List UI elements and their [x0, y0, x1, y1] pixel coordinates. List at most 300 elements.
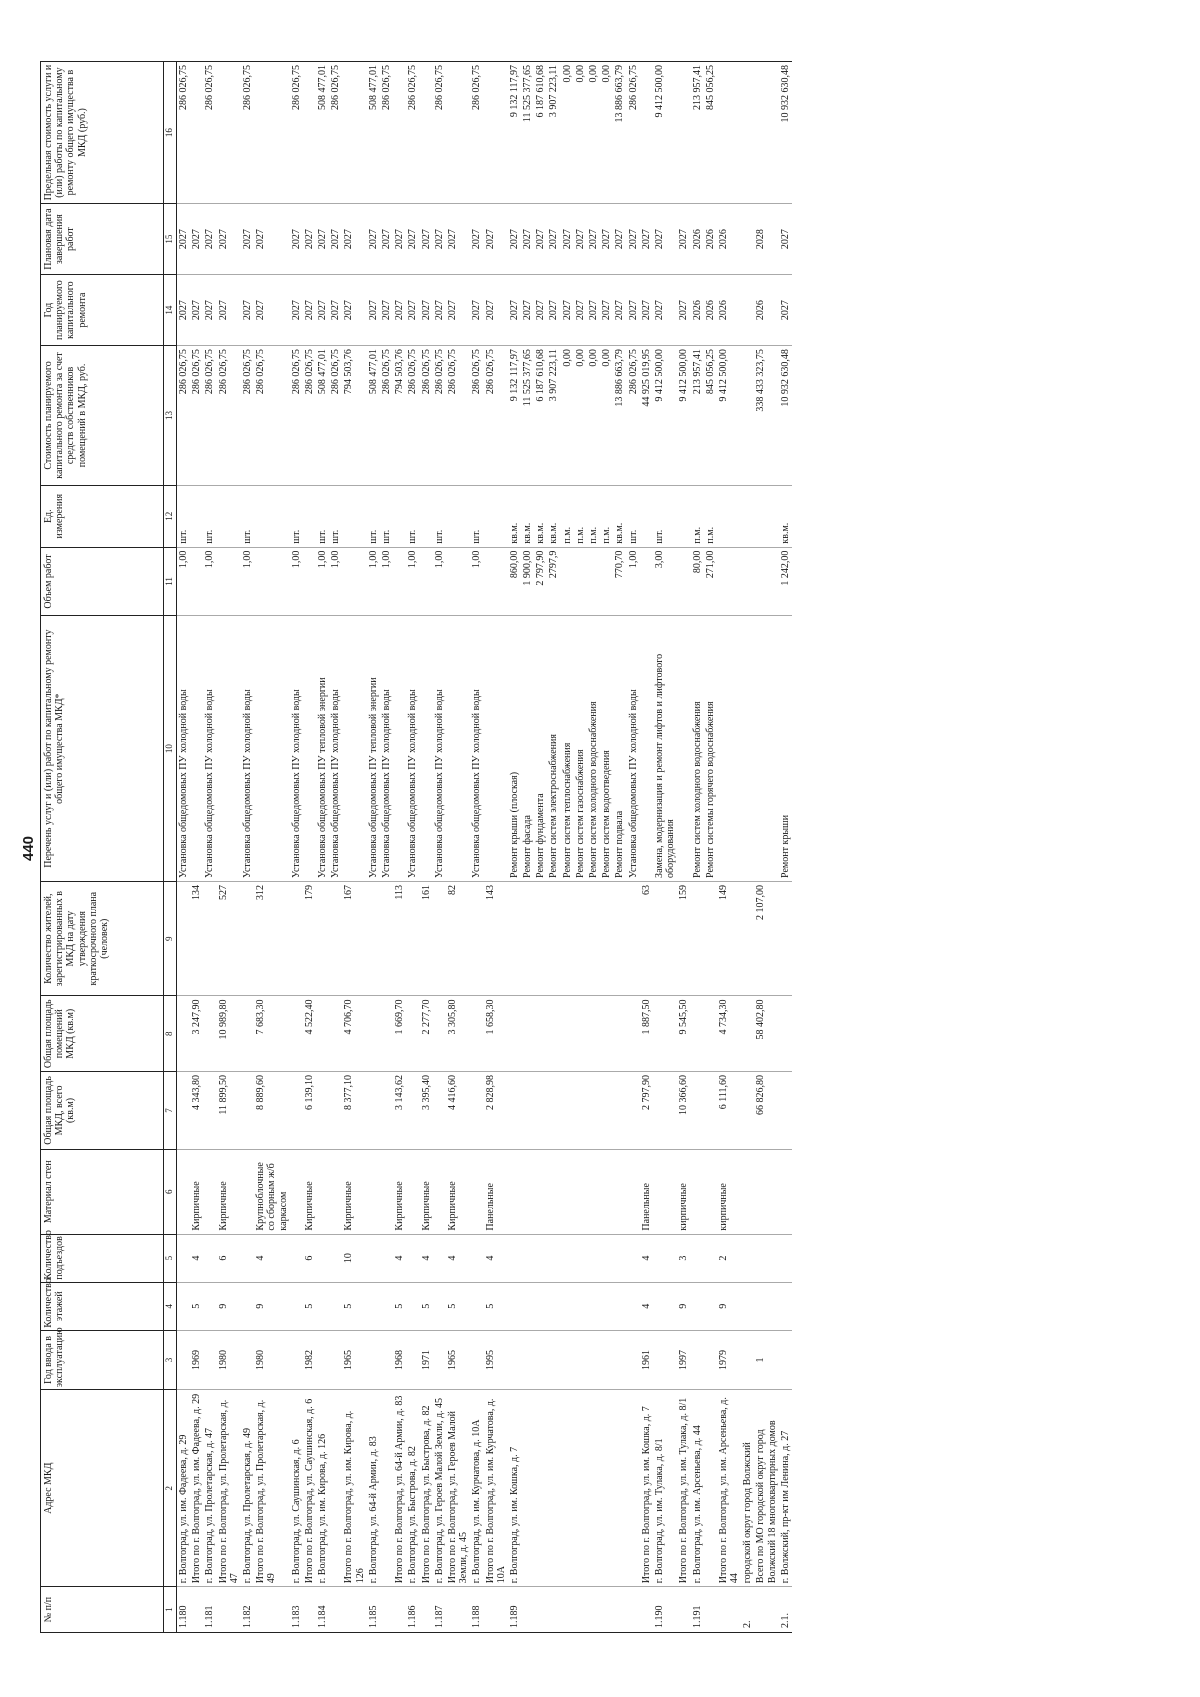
cell-col-2: г. Волжский, пр-кт им Ленина, д. 27 [779, 1390, 792, 1587]
cell-col-16: 286 026,75 [627, 62, 640, 204]
cell-col-4 [600, 1282, 613, 1330]
cell-col-6 [741, 1149, 754, 1234]
cell-col-12: кв.м. [779, 485, 792, 547]
cell-col-8 [521, 996, 534, 1072]
header-row [41, 62, 164, 1633]
cell-col-14: 2027 [613, 275, 626, 346]
cell-col-9 [704, 881, 717, 996]
cell-col-5 [600, 1234, 613, 1282]
cell-col-12 [303, 485, 316, 547]
cell-col-10 [754, 616, 778, 882]
cell-col-9: 143 [484, 881, 508, 996]
cell-col-16 [741, 62, 754, 204]
col-number: 5 [164, 1234, 177, 1282]
cell-col-2: г. Волгоград, ул. Пролетарская, д. 47 [203, 1390, 216, 1587]
cell-col-8: 4 734,30 [717, 996, 741, 1072]
cell-col-8 [534, 996, 547, 1072]
cell-col-12: шт. [241, 485, 254, 547]
cell-col-12: шт. [406, 485, 419, 547]
cell-col-8 [741, 996, 754, 1072]
cell-col-1 [190, 1587, 203, 1633]
cell-col-8 [203, 996, 216, 1072]
cell-col-7: 3 143,62 [393, 1072, 406, 1150]
cell-col-5 [547, 1234, 560, 1282]
cell-col-6 [574, 1149, 587, 1234]
cell-col-12 [254, 485, 290, 547]
cell-col-11: 860,00 [508, 547, 521, 616]
cell-col-8 [613, 996, 626, 1072]
cell-col-13: 213 957,41 [691, 346, 704, 486]
cell-col-13: 0,00 [561, 346, 574, 486]
cell-col-11: 770,70 [613, 547, 626, 616]
cell-col-5 [534, 1234, 547, 1282]
cell-col-5: 4 [640, 1234, 653, 1282]
cell-col-4: 9 [217, 1282, 241, 1330]
cell-col-12 [717, 485, 741, 547]
cell-col-11: 1,00 [433, 547, 446, 616]
cell-col-9 [290, 881, 303, 996]
cell-col-11 [484, 547, 508, 616]
cell-col-9 [508, 881, 521, 996]
cell-col-10: Ремонт системы горячего водоснабжения [704, 616, 717, 882]
cell-col-10: Ремонт фундамента [534, 616, 547, 882]
col-header: Материал стен [41, 1149, 164, 1234]
cell-col-9 [653, 881, 677, 996]
cell-col-13: 0,00 [600, 346, 613, 486]
cell-col-13: 44 925 019,95 [640, 346, 653, 486]
cell-col-1: 1.185 [367, 1587, 380, 1633]
cell-col-10: Установка общедомовых ПУ холодной воды [290, 616, 303, 882]
cell-col-16: 845 056,25 [704, 62, 717, 204]
cell-col-2: Итого по г. Волгоград, ул. Героев Малой Земли, д. 45 [446, 1390, 470, 1587]
cell-col-4 [587, 1282, 600, 1330]
cell-col-9 [367, 881, 380, 996]
cell-col-11: 3,00 [653, 547, 677, 616]
cell-col-1 [613, 1587, 626, 1633]
cell-col-2: Итого по г. Волгоград, ул. им. Арсеньева, д. 44 [717, 1390, 741, 1587]
cell-col-1 [303, 1587, 316, 1633]
cell-col-1 [484, 1587, 508, 1633]
cell-col-11 [561, 547, 574, 616]
cell-col-9 [329, 881, 342, 996]
cell-col-8 [290, 996, 303, 1072]
cell-col-10: Ремонт систем теплоснабжения [561, 616, 574, 882]
cell-col-6 [754, 1149, 778, 1234]
cell-col-4: 5 [446, 1282, 470, 1330]
cell-col-15: 2027 [290, 204, 303, 275]
cell-col-3 [433, 1330, 446, 1390]
cell-col-11 [600, 547, 613, 616]
cell-col-3 [470, 1330, 483, 1390]
col-number: 9 [164, 881, 177, 996]
table-row [484, 62, 508, 1633]
cell-col-9 [241, 881, 254, 996]
cell-col-5 [741, 1234, 754, 1282]
cell-col-3: 1980 [254, 1330, 290, 1390]
cell-col-6 [329, 1149, 342, 1234]
cell-col-15: 2027 [484, 204, 508, 275]
cell-col-5: 4 [254, 1234, 290, 1282]
cell-col-16: 286 026,75 [380, 62, 393, 204]
cell-col-16: 286 026,75 [433, 62, 446, 204]
cell-col-2: г. Волгоград, ул. им. Кирова, д. 126 [316, 1390, 329, 1587]
cell-col-15: 2027 [303, 204, 316, 275]
cell-col-15: 2027 [470, 204, 483, 275]
table-row [600, 62, 613, 1633]
cell-col-4 [547, 1282, 560, 1330]
cell-col-7 [653, 1072, 677, 1150]
cell-col-1: 1.180 [177, 1587, 191, 1633]
cell-col-13: 286 026,75 [217, 346, 241, 486]
col-number: 2 [164, 1390, 177, 1587]
cell-col-13: 286 026,75 [627, 346, 640, 486]
table-row [741, 62, 754, 1633]
cell-col-11: 1,00 [290, 547, 303, 616]
cell-col-5 [561, 1234, 574, 1282]
cell-col-16: 6 187 610,68 [534, 62, 547, 204]
cell-col-6: Кирпичные [446, 1149, 470, 1234]
cell-col-6 [691, 1149, 704, 1234]
table-row [640, 62, 653, 1633]
cell-col-10: Замена, модернизация и ремонт лифтов и лифтового оборудования [653, 616, 677, 882]
cell-col-16 [640, 62, 653, 204]
cell-col-8: 1 658,30 [484, 996, 508, 1072]
cell-col-11: 80,00 [691, 547, 704, 616]
cell-col-4: 5 [393, 1282, 406, 1330]
table-row [177, 62, 191, 1633]
col-header: Год ввода в эксплуатацию [41, 1330, 164, 1390]
cell-col-8 [704, 996, 717, 1072]
cell-col-16: 9 412 500,00 [653, 62, 677, 204]
cell-col-14: 2027 [290, 275, 303, 346]
cell-col-16: 3 907 223,11 [547, 62, 560, 204]
cell-col-15: 2028 [754, 204, 778, 275]
cell-col-6: кирпичные [677, 1149, 690, 1234]
cell-col-7 [534, 1072, 547, 1150]
cell-col-15: 2027 [190, 204, 203, 275]
cell-col-2: Итого по г. Волгоград, ул. Пролетарская, д. 49 [254, 1390, 290, 1587]
col-number: 8 [164, 996, 177, 1072]
cell-col-10 [393, 616, 406, 882]
cell-col-7 [741, 1072, 754, 1150]
cell-col-10: Установка общедомовых ПУ холодной воды [433, 616, 446, 882]
cell-col-2 [329, 1390, 342, 1587]
cell-col-1 [704, 1587, 717, 1633]
cell-col-7: 3 395,40 [420, 1072, 433, 1150]
cell-col-2: г. Волгоград, ул. им. Фадеева, д. 29 [177, 1390, 191, 1587]
cell-col-11 [393, 547, 406, 616]
cell-col-4 [508, 1282, 521, 1330]
cell-col-4 [241, 1282, 254, 1330]
cell-col-15: 2027 [316, 204, 329, 275]
page-number: 440 [20, 835, 37, 862]
table-row [367, 62, 380, 1633]
cell-col-1 [217, 1587, 241, 1633]
cell-col-10: Ремонт систем газоснабжения [574, 616, 587, 882]
cell-col-11: 1,00 [470, 547, 483, 616]
cell-col-9 [380, 881, 393, 996]
cell-col-14: 2027 [406, 275, 419, 346]
cell-col-7: 4 343,80 [190, 1072, 203, 1150]
cell-col-14: 2026 [704, 275, 717, 346]
cell-col-8 [587, 996, 600, 1072]
cell-col-11 [717, 547, 741, 616]
cell-col-15: 2027 [177, 204, 191, 275]
cell-col-5: 4 [484, 1234, 508, 1282]
cell-col-1: 1.182 [241, 1587, 254, 1633]
cell-col-3 [547, 1330, 560, 1390]
col-number: 1 [164, 1587, 177, 1633]
cell-col-8: 1 887,50 [640, 996, 653, 1072]
cell-col-14: 2027 [420, 275, 433, 346]
cell-col-13: 9 412 500,00 [653, 346, 677, 486]
cell-col-9 [561, 881, 574, 996]
cell-col-2: Итого по г. Волгоград, ул. им. Тулака, д. 8/1 [677, 1390, 690, 1587]
cell-col-9 [613, 881, 626, 996]
cell-col-1 [640, 1587, 653, 1633]
cell-col-14: 2027 [677, 275, 690, 346]
cell-col-10: Установка общедомовых ПУ холодной воды [241, 616, 254, 882]
col-number: 6 [164, 1149, 177, 1234]
cell-col-1 [393, 1587, 406, 1633]
cell-col-9: 312 [254, 881, 290, 996]
cell-col-13: 286 026,75 [241, 346, 254, 486]
cell-col-3 [316, 1330, 329, 1390]
cell-col-10 [342, 616, 366, 882]
cell-col-6: Кирпичные [342, 1149, 366, 1234]
cell-col-12: шт. [653, 485, 677, 547]
cell-col-1: 1.186 [406, 1587, 419, 1633]
cell-col-15: 2027 [393, 204, 406, 275]
cell-col-6 [177, 1149, 191, 1234]
cell-col-14: 2026 [691, 275, 704, 346]
cell-col-6 [779, 1149, 792, 1234]
col-header: Общая площадь МКД, всего (кв.м) [41, 1072, 164, 1150]
cell-col-7 [779, 1072, 792, 1150]
cell-col-6 [290, 1149, 303, 1234]
cell-col-8: 3 247,90 [190, 996, 203, 1072]
cell-col-3: 1971 [420, 1330, 433, 1390]
cell-col-8: 58 402,80 [754, 996, 778, 1072]
cell-col-13: 794 503,76 [393, 346, 406, 486]
cell-col-5 [754, 1234, 778, 1282]
cell-col-9: 134 [190, 881, 203, 996]
cell-col-14: 2027 [534, 275, 547, 346]
cell-col-9: 149 [717, 881, 741, 996]
cell-col-1 [627, 1587, 640, 1633]
cell-col-3 [367, 1330, 380, 1390]
cell-col-7 [329, 1072, 342, 1150]
cell-col-16 [190, 62, 203, 204]
cell-col-16 [484, 62, 508, 204]
cell-col-6 [561, 1149, 574, 1234]
cell-col-12: шт. [627, 485, 640, 547]
cell-col-6: кирпичные [717, 1149, 741, 1234]
cell-col-8: 9 545,50 [677, 996, 690, 1072]
cell-col-4 [691, 1282, 704, 1330]
cell-col-14: 2027 [217, 275, 241, 346]
cell-col-9: 2 107,00 [754, 881, 778, 996]
cell-col-13: 286 026,75 [254, 346, 290, 486]
cell-col-7 [691, 1072, 704, 1150]
cell-col-11 [754, 547, 778, 616]
cell-col-2: г. Волгоград, ул. Саушинская, д. 6 [290, 1390, 303, 1587]
cell-col-5 [406, 1234, 419, 1282]
cell-col-1: 1.190 [653, 1587, 677, 1633]
cell-col-12 [640, 485, 653, 547]
cell-col-15: 2027 [534, 204, 547, 275]
cell-col-6 [380, 1149, 393, 1234]
cell-col-12: кв.м. [534, 485, 547, 547]
cell-col-3 [203, 1330, 216, 1390]
cell-col-15: 2027 [561, 204, 574, 275]
table-row [380, 62, 393, 1633]
cell-col-8 [574, 996, 587, 1072]
cell-col-2: городской округ город Волжский [741, 1390, 754, 1587]
cell-col-12: п.м. [691, 485, 704, 547]
cell-col-11 [217, 547, 241, 616]
cell-col-15: 2027 [420, 204, 433, 275]
table-row [446, 62, 470, 1633]
cell-col-11 [741, 547, 754, 616]
cell-col-3 [613, 1330, 626, 1390]
cell-col-2 [613, 1390, 626, 1587]
cell-col-16 [420, 62, 433, 204]
table-row [433, 62, 446, 1633]
cell-col-13: 13 886 663,79 [613, 346, 626, 486]
cell-col-16: 286 026,75 [203, 62, 216, 204]
cell-col-12: шт. [367, 485, 380, 547]
cell-col-3 [380, 1330, 393, 1390]
cell-col-1 [254, 1587, 290, 1633]
cell-col-15: 2027 [521, 204, 534, 275]
col-header: Стоимость планируемого капитального ремонта за счет средств собственников помещений в МКД, руб. [41, 346, 164, 486]
cell-col-3 [177, 1330, 191, 1390]
cell-col-3: 1979 [717, 1330, 741, 1390]
cell-col-1: 1.183 [290, 1587, 303, 1633]
cell-col-2 [561, 1390, 574, 1587]
cell-col-5 [627, 1234, 640, 1282]
cell-col-15: 2027 [406, 204, 419, 275]
cell-col-14: 2027 [303, 275, 316, 346]
cell-col-8 [691, 996, 704, 1072]
cell-col-7 [561, 1072, 574, 1150]
cell-col-1 [329, 1587, 342, 1633]
cell-col-11 [303, 547, 316, 616]
cell-col-9 [779, 881, 792, 996]
cell-col-11: 1,00 [203, 547, 216, 616]
table-row [574, 62, 587, 1633]
cell-col-10: Ремонт систем электроснабжения [547, 616, 560, 882]
cell-col-14: 2027 [779, 275, 792, 346]
cell-col-4 [534, 1282, 547, 1330]
cell-col-8 [508, 996, 521, 1072]
cell-col-14: 2027 [653, 275, 677, 346]
cell-col-16: 0,00 [574, 62, 587, 204]
cell-col-13: 286 026,75 [446, 346, 470, 486]
cell-col-4: 9 [717, 1282, 741, 1330]
col-header: Адрес МКД [41, 1390, 164, 1587]
cell-col-4: 5 [303, 1282, 316, 1330]
cell-col-3 [587, 1330, 600, 1390]
cell-col-12: шт. [380, 485, 393, 547]
cell-col-9: 63 [640, 881, 653, 996]
cell-col-14 [741, 275, 754, 346]
cell-col-14: 2027 [367, 275, 380, 346]
cell-col-9 [574, 881, 587, 996]
cell-col-11: 1,00 [329, 547, 342, 616]
cell-col-10: Установка общедомовых ПУ холодной воды [380, 616, 393, 882]
cell-col-14: 2027 [600, 275, 613, 346]
cell-col-6: Панельные [484, 1149, 508, 1234]
cell-col-8 [177, 996, 191, 1072]
cell-col-4 [380, 1282, 393, 1330]
cell-col-15: 2027 [508, 204, 521, 275]
cell-col-2: Всего по МО городской округ город Волжский 18 многоквартирных домов [754, 1390, 778, 1587]
cell-col-15: 2027 [547, 204, 560, 275]
cell-col-1: 1.184 [316, 1587, 329, 1633]
cell-col-11: 1 900,00 [521, 547, 534, 616]
cell-col-14: 2026 [754, 275, 778, 346]
cell-col-15: 2027 [640, 204, 653, 275]
cell-col-12: п.м. [600, 485, 613, 547]
cell-col-13: 286 026,75 [177, 346, 191, 486]
cell-col-8 [600, 996, 613, 1072]
cell-col-11 [587, 547, 600, 616]
cell-col-12 [190, 485, 203, 547]
cell-col-10 [254, 616, 290, 882]
cell-col-5: 6 [217, 1234, 241, 1282]
cell-col-13: 9 132 117,97 [508, 346, 521, 486]
cell-col-2 [521, 1390, 534, 1587]
cell-col-7: 2 828,98 [484, 1072, 508, 1150]
cell-col-8 [470, 996, 483, 1072]
cell-col-3: 1 [754, 1330, 778, 1390]
col-number: 3 [164, 1330, 177, 1390]
cell-col-3 [653, 1330, 677, 1390]
table-row [779, 62, 792, 1633]
table-row [342, 62, 366, 1633]
cell-col-15: 2027 [380, 204, 393, 275]
cell-col-16 [303, 62, 316, 204]
cell-col-13: 286 026,75 [406, 346, 419, 486]
cell-col-13: 286 026,75 [380, 346, 393, 486]
cell-col-6 [470, 1149, 483, 1234]
cell-col-2: Итого по г. Волгоград, ул. 64-й Армии, д. 83 [393, 1390, 406, 1587]
column-number-row [164, 62, 177, 1633]
cell-col-3 [779, 1330, 792, 1390]
cell-col-6: Кирпичные [303, 1149, 316, 1234]
cell-col-15 [741, 204, 754, 275]
cell-col-4 [433, 1282, 446, 1330]
cell-col-16: 9 132 117,97 [508, 62, 521, 204]
cell-col-2: г. Волгоград, ул. им. Арсеньева, д. 44 [691, 1390, 704, 1587]
col-header: Количество этажей [41, 1282, 164, 1330]
cell-col-15: 2027 [329, 204, 342, 275]
cell-col-6 [704, 1149, 717, 1234]
cell-col-15: 2027 [241, 204, 254, 275]
cell-col-14: 2027 [446, 275, 470, 346]
cell-col-10: Установка общедомовых ПУ холодной воды [406, 616, 419, 882]
cell-col-5: 10 [342, 1234, 366, 1282]
cell-col-6 [613, 1149, 626, 1234]
cell-col-11 [190, 547, 203, 616]
cell-col-13: 10 932 630,48 [779, 346, 792, 486]
cell-col-8: 7 683,30 [254, 996, 290, 1072]
cell-col-3 [521, 1330, 534, 1390]
cell-col-1 [446, 1587, 470, 1633]
col-header: Ед. измерения [41, 485, 164, 547]
